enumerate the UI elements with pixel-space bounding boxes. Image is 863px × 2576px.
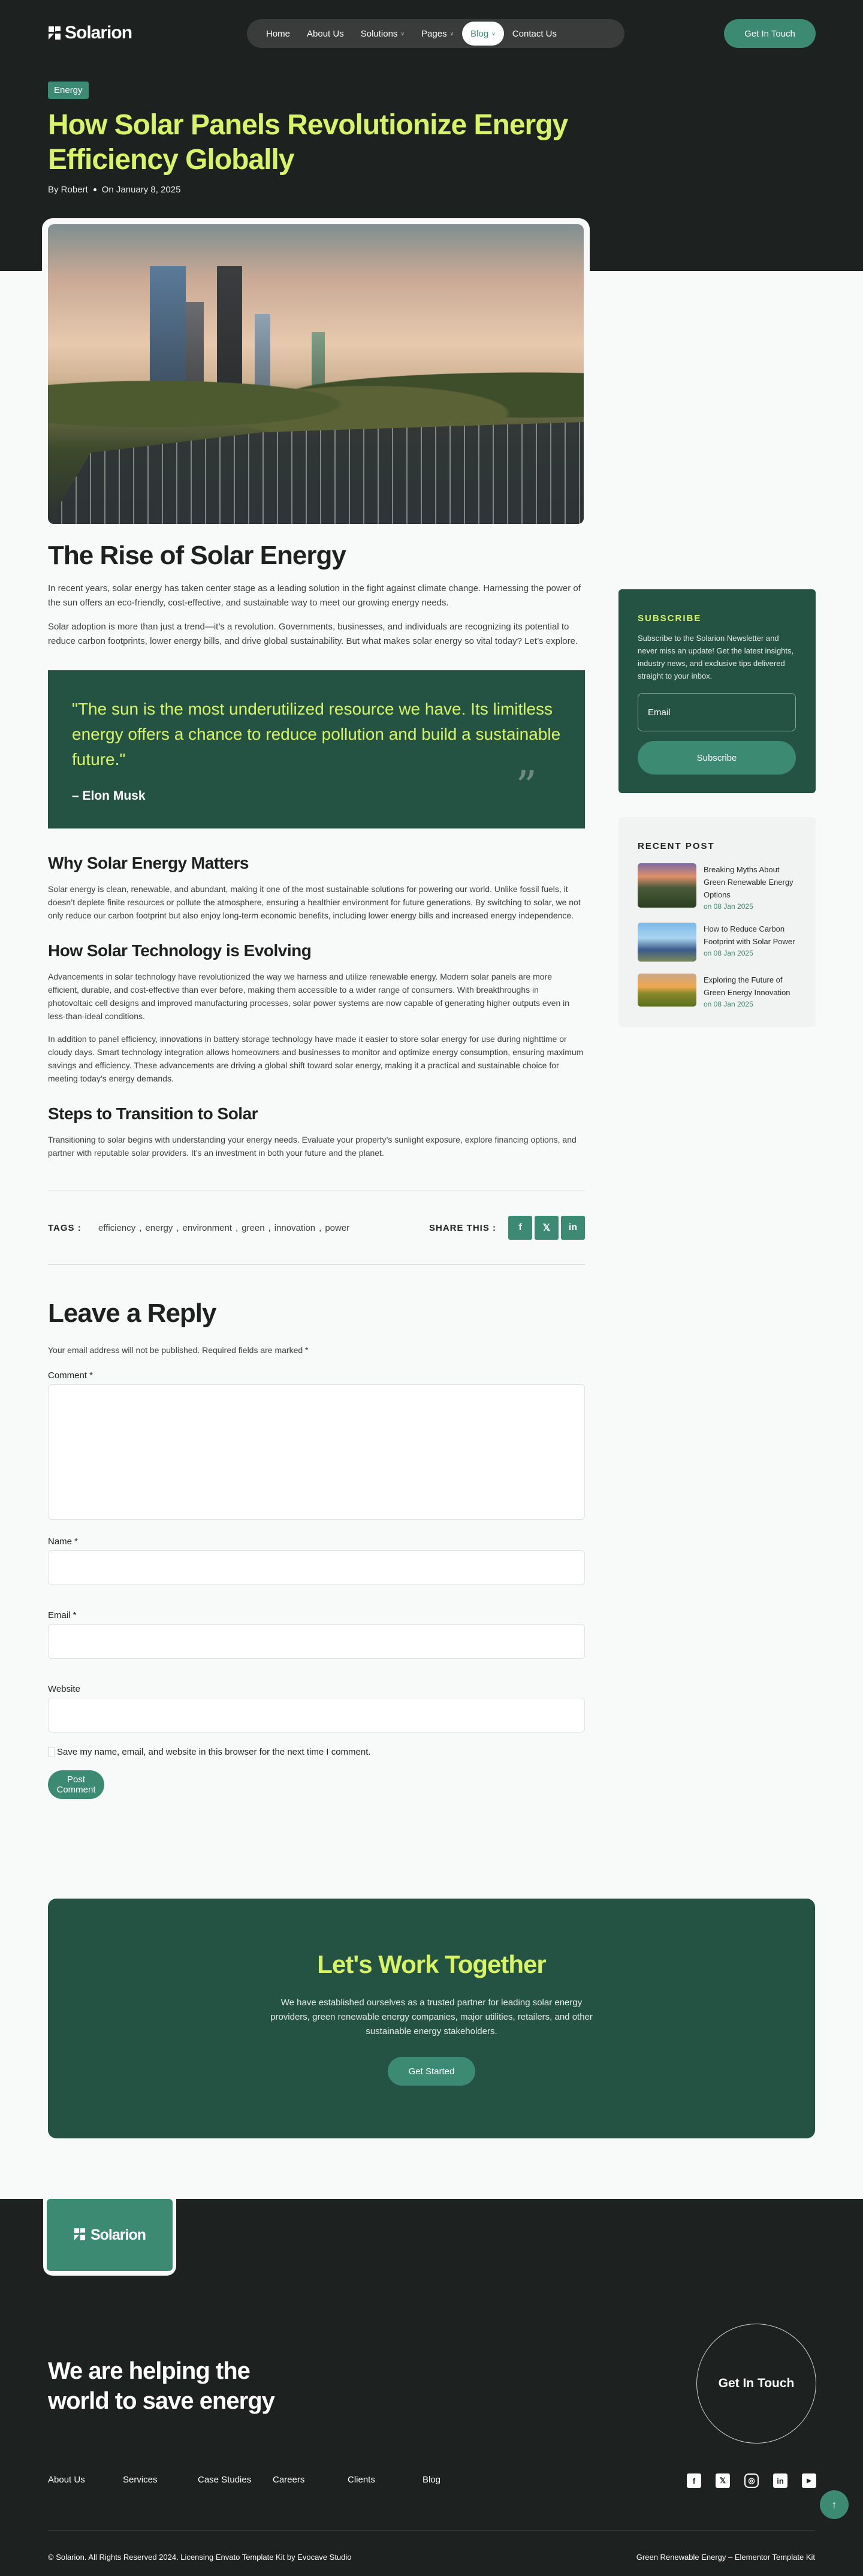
chevron-down-icon: ∨: [491, 30, 496, 37]
recent-posts-widget: [618, 817, 816, 1027]
x-icon[interactable]: 𝕏: [716, 2473, 730, 2488]
tag-separator: ,: [176, 1222, 179, 1233]
facebook-icon: f: [518, 1222, 522, 1233]
tag-link[interactable]: environment: [182, 1222, 233, 1233]
pull-quote: "The sun is the most underutilized resource we have. Its limitless energy offers a chance to reduce pollution and build a sustainable future." – Elon Musk ”: [48, 670, 585, 828]
share-linkedin-button[interactable]: [561, 1216, 585, 1240]
recent-post-item[interactable]: [638, 923, 796, 962]
share-label: SHARE THIS :: [429, 1222, 496, 1233]
meta-separator-dot: [93, 188, 96, 191]
email-input[interactable]: [48, 1624, 585, 1659]
subscribe-email-input[interactable]: [638, 693, 796, 731]
top-navbar: [0, 0, 863, 67]
recent-post-item[interactable]: [638, 863, 796, 911]
linkedin-icon: in: [568, 1222, 578, 1233]
get-started-button[interactable]: Get Started: [388, 2057, 475, 2086]
name-input[interactable]: [48, 1550, 585, 1585]
reply-title: Leave a Reply: [48, 1298, 216, 1328]
footer-get-in-touch-button[interactable]: Get In Touch: [696, 2324, 816, 2444]
instagram-icon[interactable]: ◎: [744, 2473, 759, 2488]
tag-link[interactable]: power: [325, 1222, 350, 1233]
section-heading: How Solar Technology is Evolving: [48, 941, 312, 960]
recent-post-date: on 08 Jan 2025: [704, 949, 753, 957]
nav-label: Pages: [421, 28, 447, 39]
tag-link[interactable]: innovation: [274, 1222, 316, 1233]
recent-post-item[interactable]: [638, 974, 796, 1008]
comment-textarea[interactable]: [48, 1384, 585, 1520]
cta-text: We have established ourselves as a trusted partner for leading solar energy providers, green renewable energy companies, major utilities, retailers, and other sustainable energy stakeholders.: [270, 1997, 593, 2036]
recent-post-title[interactable]: Exploring the Future of Green Energy Innovation: [704, 975, 790, 997]
website-label: Website: [48, 1684, 80, 1694]
tag-link[interactable]: energy: [145, 1222, 173, 1233]
solarion-logo-icon: [74, 2228, 87, 2242]
footer-link-blog[interactable]: Blog: [423, 2475, 441, 2485]
tag-link[interactable]: green: [242, 1222, 265, 1233]
article-paragraph: Solar adoption is more than just a trend—it’s a revolution. Governments, businesses, and individuals are recognizing its potential to reduce carbon footprints, lower energy bills, and drive global sustainability. But what makes solar energy so vital today? Let’s explore.: [48, 622, 578, 646]
tag-separator: ,: [236, 1222, 239, 1233]
comment-form: [48, 1298, 585, 1799]
name-label: Name *: [48, 1536, 79, 1547]
arrow-up-icon: ↑: [831, 2498, 837, 2511]
nav-label: Solutions: [360, 28, 398, 39]
recent-post-date: on 08 Jan 2025: [704, 1000, 753, 1008]
tags-label: TAGS :: [48, 1222, 82, 1233]
post-date: On January 8, 2025: [101, 185, 181, 195]
solarion-logo-icon: [48, 26, 61, 40]
post-comment-button[interactable]: Post Comment: [48, 1770, 104, 1799]
footer-link-about-us[interactable]: About Us: [48, 2475, 85, 2485]
share-x-button[interactable]: [535, 1216, 559, 1240]
nav-label: Contact Us: [512, 28, 557, 39]
post-meta: [48, 185, 180, 195]
copyright-text: © Solarion. All Rights Reserved 2024. Licensing Envato Template Kit by Evocave Studio: [48, 2553, 352, 2562]
footer-link-clients[interactable]: Clients: [348, 2475, 375, 2485]
facebook-icon[interactable]: f: [687, 2473, 701, 2488]
template-kit-text: Green Renewable Energy – Elementor Template Kit: [636, 2553, 815, 2562]
tag-separator: ,: [319, 1222, 322, 1233]
get-in-touch-button[interactable]: Get In Touch: [724, 19, 816, 48]
youtube-icon[interactable]: ▶: [802, 2473, 816, 2488]
subscribe-text: Subscribe to the Solarion Newsletter and never miss an update! Get the latest insights, industry news, and exclusive tips delivered straight to your inbox.: [638, 634, 794, 680]
tags-share-row: [48, 1191, 585, 1264]
footer-links: [48, 2475, 497, 2485]
save-info-checkbox[interactable]: [48, 1747, 55, 1757]
email-label: Email *: [48, 1610, 77, 1620]
subscribe-title: SUBSCRIBE: [638, 613, 702, 623]
recent-post-thumbnail: [638, 923, 696, 962]
tag-separator: ,: [268, 1222, 271, 1233]
post-title: How Solar Panels Revolutionize Energy Efficiency Globally: [48, 109, 568, 176]
article-paragraph: Solar energy is clean, renewable, and abundant, making it one of the most sustainable solutions for powering our world. Unlike fossil fuels, it doesn’t deplete finite resources or pollute the atmosphere, ensuring a healthier environment for future generations. By switching to solar, we not only reduce our carbon footprint but also enjoy long-term economic benefits, including lower energy bills and increased energy independence.: [48, 884, 581, 920]
site-footer: [0, 2199, 863, 2576]
cta-title: Let's Work Together: [317, 1950, 546, 1978]
footer-heading: We are helping the world to save energy: [48, 2358, 274, 2414]
recent-post-thumbnail: [638, 974, 696, 1007]
comment-label: Comment *: [48, 1370, 93, 1381]
footer-link-services[interactable]: Services: [123, 2475, 158, 2485]
footer-social-links: [687, 2473, 816, 2488]
subscribe-button[interactable]: Subscribe: [638, 741, 796, 775]
divider: [48, 1264, 585, 1265]
article-paragraph: Advancements in solar technology have revolutionized the way we harness and utilize renewable energy. Modern solar panels are more efficient, durable, and cost-effective than ever before, making them accessible to a wider range of consumers. With breakthroughs in photovoltaic cell designs and improved manufacturing processes, solar power systems are now capable of generating higher outputs even in less-than-ideal conditions.: [48, 972, 570, 1021]
nav-item-blog[interactable]: [462, 22, 504, 46]
footer-logo-frame: [43, 2199, 176, 2276]
article-paragraph: In recent years, solar energy has taken center stage as a leading solution in the fight against climate change. Harnessing the power of the sun offers an eco-friendly, cost-effective, and sustainable way to meet our growing energy needs.: [48, 583, 581, 608]
category-badge[interactable]: Energy: [48, 82, 89, 99]
share-facebook-button[interactable]: [508, 1216, 532, 1240]
nav-item-about-us[interactable]: [298, 22, 352, 46]
linkedin-icon[interactable]: in: [773, 2473, 787, 2488]
main-menu: [247, 19, 624, 48]
recent-post-thumbnail: [638, 863, 696, 908]
subscribe-widget: [618, 589, 816, 793]
brand-name: Solarion: [65, 23, 132, 43]
quote-text: "The sun is the most underutilized resource we have. Its limitless energy offers a chance to reduce pollution and build a sustainable future.": [72, 700, 561, 769]
article-paragraph: In addition to panel efficiency, innovations in battery storage technology have made it easier to store solar energy for use during nighttime or cloudy days. Smart technology integration allows homeowners and businesses to monitor and optimize energy consumption, ensuring maximum savings and efficiency. These advancements are driving a global shift toward solar energy, making it a practical and sustainable choice for meeting today’s energy demands.: [48, 1034, 584, 1083]
required-notice: Your email address will not be published. Required fields are marked *: [48, 1345, 309, 1355]
brand-logo[interactable]: [48, 23, 132, 43]
hero-section: [0, 0, 863, 271]
nav-label: Blog: [470, 28, 489, 39]
nav-label: About Us: [307, 28, 344, 39]
save-info-label[interactable]: Save my name, email, and website in this browser for the next time I comment.: [57, 1747, 371, 1757]
back-to-top-button[interactable]: [820, 2490, 849, 2519]
section-heading: The Rise of Solar Energy: [48, 541, 346, 570]
article-paragraph: Transitioning to solar begins with understanding your energy needs. Evaluate your property’s sunlight exposure, explore financing options, and partner with reputable solar providers. It’s an investment in both your future and the planet.: [48, 1135, 577, 1158]
nav-item-pages[interactable]: [413, 22, 462, 46]
nav-item-home[interactable]: [258, 22, 298, 46]
recent-post-title[interactable]: How to Reduce Carbon Footprint with Solar Power: [704, 924, 795, 946]
save-info-row: [48, 1747, 585, 1757]
nav-item-solutions[interactable]: [352, 22, 413, 46]
recent-post-date: on 08 Jan 2025: [704, 902, 753, 911]
content-area: [0, 271, 863, 2576]
chevron-down-icon: ∨: [400, 30, 405, 37]
x-icon: 𝕏: [542, 1223, 551, 1233]
nav-item-contact-us[interactable]: [504, 22, 565, 46]
post-author[interactable]: By Robert: [48, 185, 88, 195]
footer-logo[interactable]: [47, 2199, 173, 2271]
article-main: [48, 541, 585, 1799]
nav-label: Home: [266, 28, 291, 39]
footer-link-case-studies[interactable]: Case Studies: [198, 2475, 252, 2485]
footer-divider: [48, 2530, 815, 2531]
section-heading: Why Solar Energy Matters: [48, 854, 249, 872]
work-together-cta: [48, 1899, 815, 2138]
section-heading: Steps to Transition to Solar: [48, 1104, 258, 1123]
recent-posts-title: RECENT POST: [638, 841, 715, 851]
recent-post-title[interactable]: Breaking Myths About Green Renewable Energy Options: [704, 865, 793, 899]
tag-separator: ,: [139, 1222, 142, 1233]
website-input[interactable]: [48, 1698, 585, 1733]
quote-author: – Elon Musk: [72, 789, 146, 803]
brand-name: Solarion: [90, 2226, 146, 2243]
chevron-down-icon: ∨: [449, 30, 454, 37]
footer-link-careers[interactable]: Careers: [273, 2475, 305, 2485]
tag-link[interactable]: efficiency: [98, 1222, 136, 1233]
